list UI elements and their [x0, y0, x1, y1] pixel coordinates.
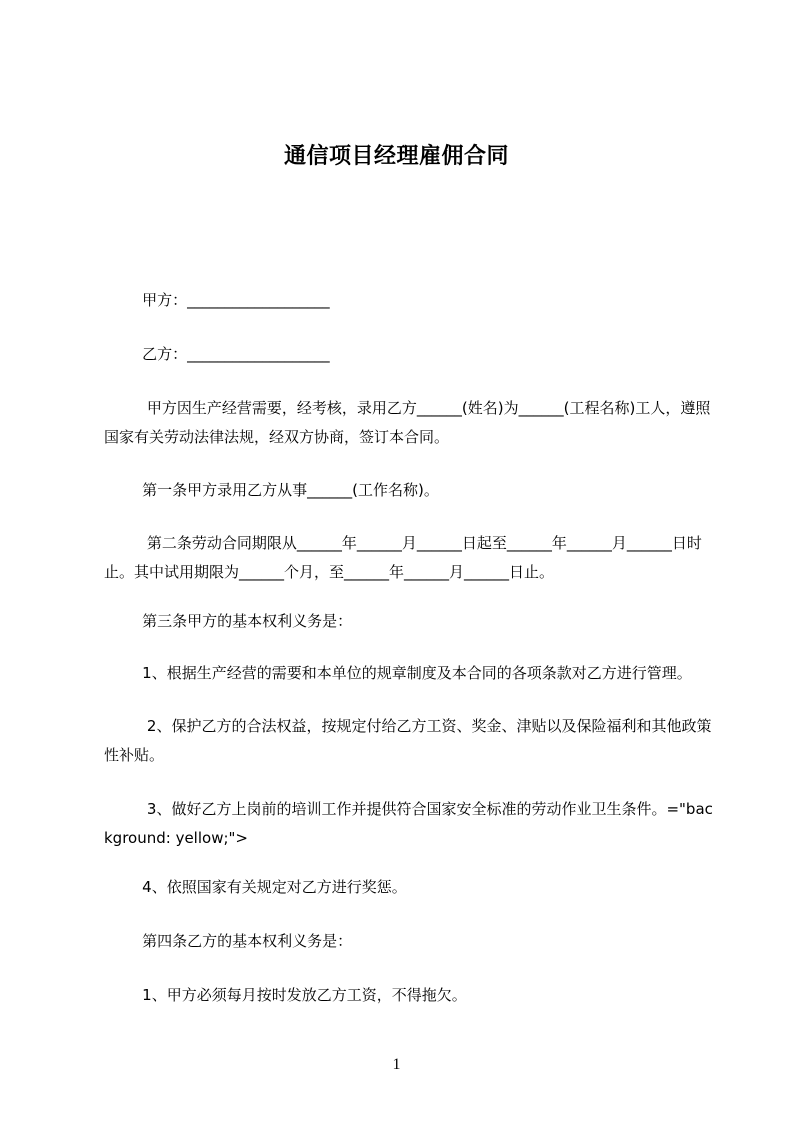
- document-title: 通信项目经理雇佣合同: [283, 144, 509, 169]
- article-3-heading: 第三条甲方的基本权利义务是：: [104, 612, 353, 630]
- article-2-paragraph: 第二条劳动合同期限从______年______月______日起至______年______月______日时止。其中试用期限为______个月，至______年______月______日止。: [104, 534, 702, 581]
- preamble-paragraph: 甲方因生产经营需要，经考核，录用乙方______(姓名)为______(工程名称)工人，遵照国家有关劳动法律法规，经双方协商，签订本合同。: [104, 399, 711, 446]
- article-3-item-4: 4、依照国家有关规定对乙方进行奖惩。: [104, 878, 407, 896]
- party-a-line: 甲方：___________________: [104, 291, 330, 309]
- party-b-line: 乙方：___________________: [104, 345, 330, 363]
- article-1-paragraph: 第一条甲方录用乙方从事______(工作名称)。: [104, 481, 439, 499]
- article-3-item-3: 3、做好乙方上岗前的培训工作并提供符合国家安全标准的劳动作业卫生条件。="background: yellow;">: [104, 800, 713, 847]
- article-3-item-2: 2、保护乙方的合法权益，按规定付给乙方工资、奖金、津贴以及保险福利和其他政策性补贴。: [104, 717, 712, 764]
- article-3-item-1: 1、根据生产经营的需要和本单位的规章制度及本合同的各项条款对乙方进行管理。: [104, 664, 692, 682]
- page-number: 1: [392, 1056, 401, 1073]
- article-4-item-1: 1、甲方必须每月按时发放乙方工资，不得拖欠。: [104, 986, 467, 1004]
- article-4-heading: 第四条乙方的基本权利义务是：: [104, 932, 353, 950]
